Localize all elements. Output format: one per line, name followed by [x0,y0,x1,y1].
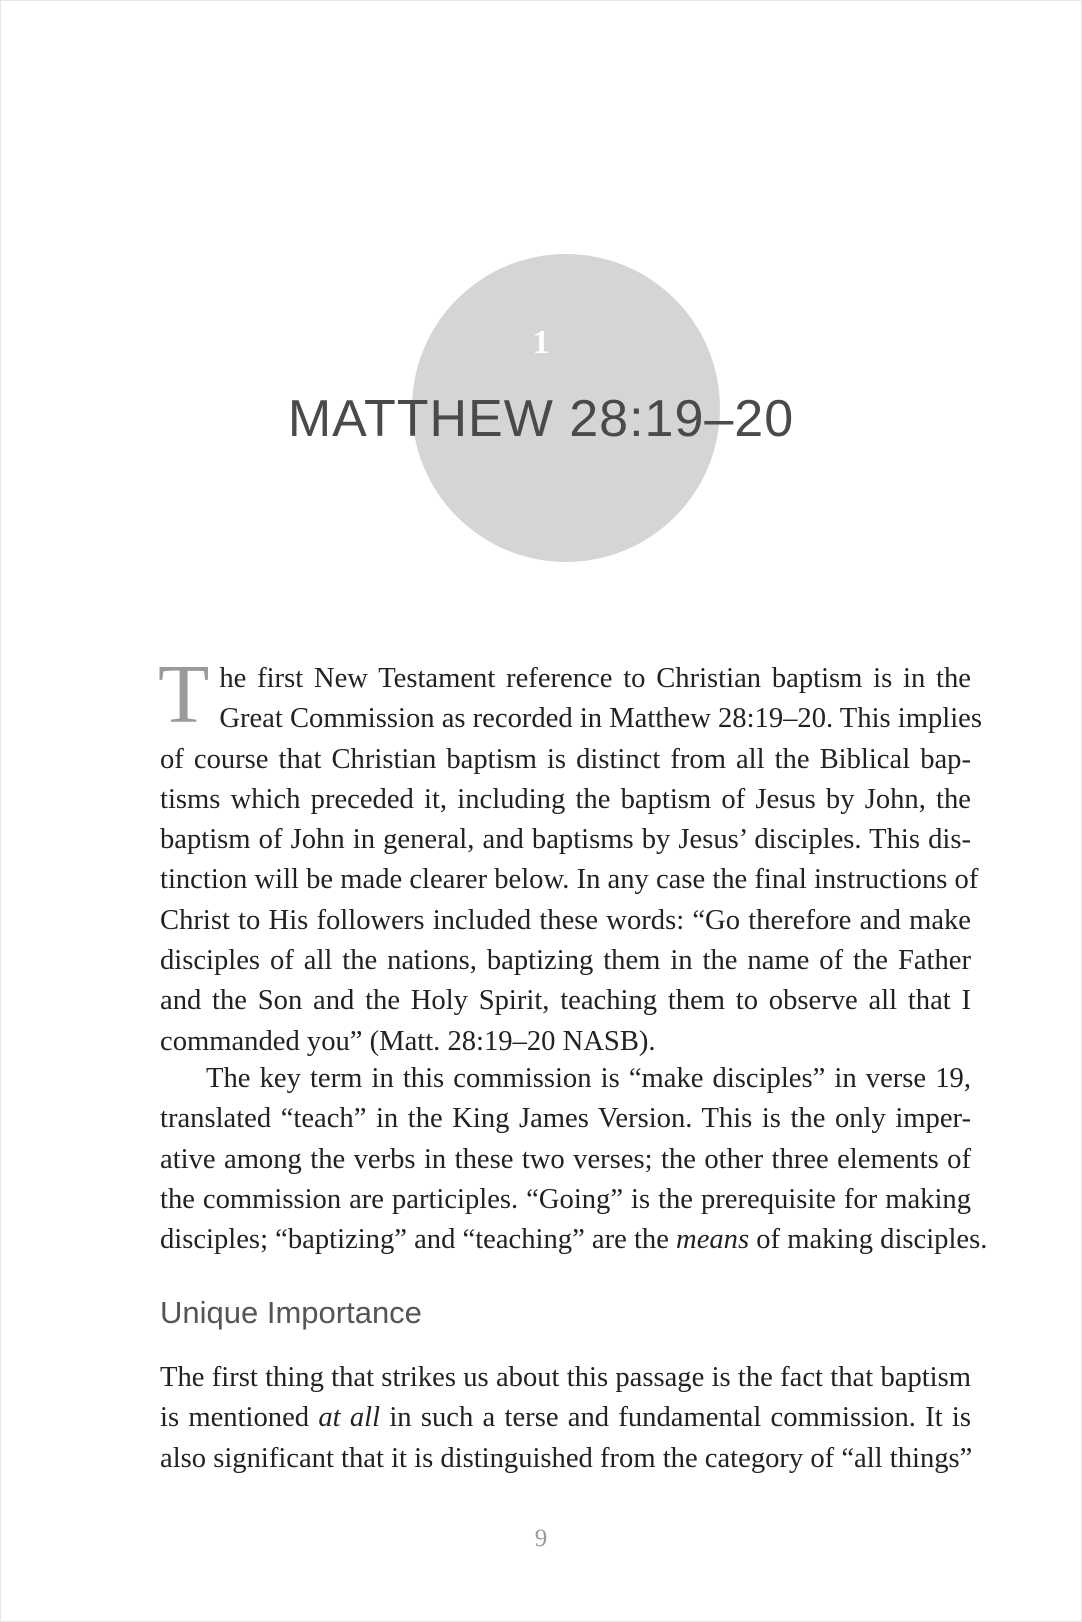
paragraph-line: Christ to His followers included these words: “Go therefore and make [160,904,971,936]
paragraph-line: tinction will be made clearer below. In any case the final instructions of [160,864,979,896]
paragraph-line: The first thing that strikes us about this passage is the fact that baptism [160,1362,971,1393]
paragraph-line: disciples of all the nations, baptizing them in the name of the Father [160,945,971,977]
paragraph-2 [160,1059,988,1260]
page-number: 9 [534,1525,548,1552]
text-run: is mentioned [160,1402,319,1434]
paragraph-line: also significant that it is distinguished from the category of “all things” [160,1442,973,1474]
text-run: of making disciples. [749,1224,988,1256]
paragraph-line: commanded you” (Matt. 28:19–20 NASB). [160,1025,656,1057]
paragraph-line: translated “teach” in the King James Version. This is the only imper- [160,1103,971,1135]
emphasis-text: at all [318,1402,381,1434]
text-run: disciples; “baptizing” and “teaching” are the [160,1224,677,1256]
paragraph-line: Great Commission as recorded in Matthew 28:19–20. This implies [219,703,982,735]
paragraph-1 [158,648,982,1062]
paragraph-line: baptism of John in general, and baptisms by Jesus’ disciples. This dis- [160,824,971,856]
paragraph-line: he first New Testament reference to Christian baptism is in the [219,663,971,694]
paragraph-line: the commission are participles. “Going” is the prerequisite for making [160,1183,971,1215]
paragraph-line: tisms which preceded it, including the baptism of Jesus by John, the [160,783,971,815]
text-run: in such a terse and fundamental commission. It is [380,1402,972,1434]
paragraph-line [160,1220,988,1260]
paragraph-line: ative among the verbs in these two verses; the other three elements of [160,1143,971,1175]
paragraph-line: and the Son and the Holy Spirit, teaching them to observe all that I [160,985,971,1017]
section-heading: Unique Importance [160,1295,422,1330]
paragraph-3 [160,1358,971,1479]
emphasis-text: means [676,1224,750,1256]
chapter-number: 1 [532,324,550,361]
paragraph-line: of course that Christian baptism is distinct from all the Biblical bap- [160,743,971,775]
chapter-title: MATTHEW 28:19–20 [287,390,795,448]
drop-cap: T [158,648,210,741]
paragraph-line: The key term in this commission is “make disciples” in verse 19, [206,1063,971,1094]
paragraph-line [160,1398,971,1438]
